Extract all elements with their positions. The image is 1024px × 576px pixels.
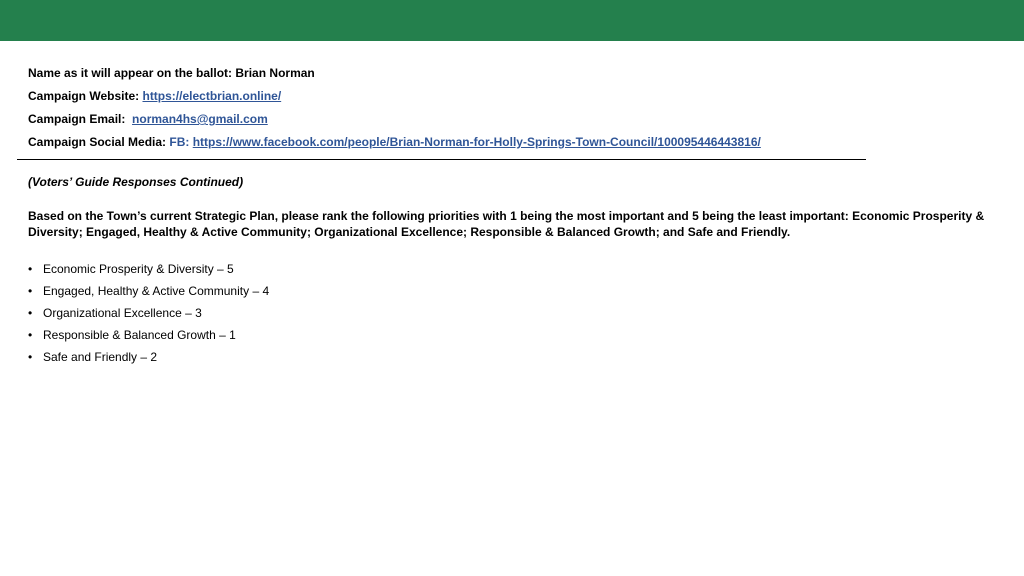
email-link[interactable]: norman4hs@gmail.com <box>132 112 268 126</box>
candidate-info <box>28 66 988 158</box>
list-item <box>28 284 269 299</box>
ballot-name-value: Brian Norman <box>235 66 315 80</box>
ranking-text: Organizational Excellence – 3 <box>43 306 202 320</box>
facebook-prefix: FB: <box>169 135 190 149</box>
ballot-name-line <box>28 66 988 81</box>
email-label: Campaign Email: <box>28 112 126 126</box>
list-item <box>28 262 269 277</box>
list-item <box>28 306 269 321</box>
social-media-label: Campaign Social Media: <box>28 135 167 149</box>
bullet-icon: • <box>28 284 33 298</box>
list-item <box>28 328 269 343</box>
ranking-list <box>28 262 269 372</box>
bullet-icon: • <box>28 262 33 276</box>
email-line <box>28 112 988 127</box>
ranking-text: Engaged, Healthy & Active Community – 4 <box>43 284 270 298</box>
website-label: Campaign Website: <box>28 89 140 103</box>
ballot-name-label: Name as it will appear on the ballot: <box>28 66 233 80</box>
header-bar <box>0 0 1024 41</box>
continued-heading: (Voters’ Guide Responses Continued) <box>28 175 244 189</box>
website-link[interactable]: https://electbrian.online/ <box>142 89 282 103</box>
bullet-icon: • <box>28 328 33 342</box>
strategic-plan-question: Based on the Town’s current Strategic Plan, please rank the following priorities with 1 being the most important and 5 being the least important: Economic Prosperity & Diversity; Engaged, Healthy & Active Community; Organizational Excellence; Responsible & Balanced Growth; and Safe and Friendly. <box>28 209 985 239</box>
facebook-link[interactable]: https://www.facebook.com/people/Brian-Norman-for-Holly-Springs-Town-Council/100095446443816/ <box>192 135 761 149</box>
bullet-icon: • <box>28 350 33 364</box>
social-media-line <box>28 135 988 150</box>
ranking-text: Economic Prosperity & Diversity – 5 <box>43 262 234 276</box>
bullet-icon: • <box>28 306 33 320</box>
section-divider <box>17 159 866 160</box>
website-line <box>28 89 988 104</box>
ranking-text: Responsible & Balanced Growth – 1 <box>43 328 236 342</box>
ranking-text: Safe and Friendly – 2 <box>43 350 158 364</box>
list-item <box>28 350 269 365</box>
